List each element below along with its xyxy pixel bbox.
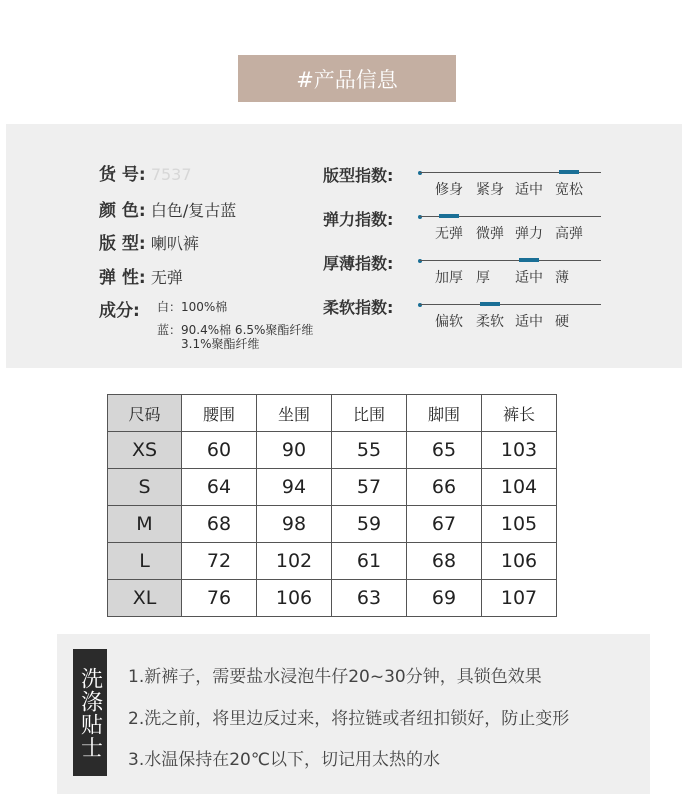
care-line-2: 2.洗之前，将里边反过来，将拉链或者纽扣锁好，防止变形 [128, 709, 570, 729]
elastic-attr [99, 263, 183, 288]
index-option: 适中 [515, 314, 543, 330]
size-label-cell: XS [108, 432, 182, 469]
color-key: 颜 色: [99, 201, 146, 221]
size-value-cell: 55 [332, 432, 407, 469]
size-header-cell: 比围 [332, 395, 407, 432]
size-label-cell: M [108, 506, 182, 543]
index-option: 弹力 [515, 226, 543, 242]
size-label-cell: S [108, 469, 182, 506]
item-number-value: 7537 [150, 165, 192, 184]
style-key: 版 型: [99, 234, 146, 254]
size-label-cell: L [108, 543, 182, 580]
index-label: 版型指数: [323, 166, 394, 185]
index-label: 柔软指数: [323, 298, 394, 317]
table-row [108, 469, 557, 506]
index-option: 柔软 [476, 314, 504, 330]
index-option: 加厚 [435, 270, 463, 286]
color-attr [99, 196, 236, 221]
size-table [107, 394, 557, 617]
elastic-key: 弹 性: [99, 268, 146, 288]
size-value-cell: 72 [182, 543, 257, 580]
size-value-cell: 59 [332, 506, 407, 543]
composition-blue-cont: 3.1%聚酯纤维 [181, 337, 260, 351]
care-line-3: 3.水温保持在20℃以下，切记用太热的水 [128, 750, 440, 770]
size-value-cell: 57 [332, 469, 407, 506]
index-selected-marker [519, 258, 539, 262]
size-header-cell: 腰围 [182, 395, 257, 432]
index-selected-marker [439, 214, 459, 218]
index-scale-line [420, 304, 601, 305]
composition-key: 成分: [99, 301, 140, 321]
size-value-cell: 68 [182, 506, 257, 543]
size-header-cell: 尺码 [108, 395, 182, 432]
table-row [108, 506, 557, 543]
index-label: 厚薄指数: [323, 254, 394, 273]
care-tag: 洗涤贴士 [73, 649, 107, 776]
size-value-cell: 90 [257, 432, 332, 469]
size-value-cell: 60 [182, 432, 257, 469]
size-table-header [108, 395, 557, 432]
size-value-cell: 67 [407, 506, 482, 543]
item-number-key: 货 号: [99, 165, 146, 185]
table-row [108, 543, 557, 580]
size-value-cell: 76 [182, 580, 257, 617]
style-value: 喇叭裤 [150, 234, 199, 253]
index-option: 高弹 [555, 226, 583, 242]
index-option: 适中 [515, 182, 543, 198]
size-value-cell: 69 [407, 580, 482, 617]
index-option: 无弹 [435, 226, 463, 242]
size-value-cell: 106 [257, 580, 332, 617]
size-value-cell: 103 [482, 432, 557, 469]
size-value-cell: 68 [407, 543, 482, 580]
section-title: #产品信息 [238, 55, 456, 102]
size-value-cell: 105 [482, 506, 557, 543]
size-value-cell: 98 [257, 506, 332, 543]
size-value-cell: 61 [332, 543, 407, 580]
index-option: 适中 [515, 270, 543, 286]
index-option: 修身 [435, 182, 463, 198]
size-value-cell: 94 [257, 469, 332, 506]
composition-white: 白：100%棉 [157, 300, 228, 314]
index-label: 弹力指数: [323, 210, 394, 229]
index-selected-marker [480, 302, 500, 306]
size-value-cell: 63 [332, 580, 407, 617]
index-option: 紧身 [476, 182, 504, 198]
index-option: 厚 [476, 270, 490, 286]
size-value-cell: 64 [182, 469, 257, 506]
index-option: 偏软 [435, 314, 463, 330]
care-line-1: 1.新裤子，需要盐水浸泡牛仔20~30分钟，具锁色效果 [128, 667, 542, 687]
size-value-cell: 106 [482, 543, 557, 580]
index-selected-marker [559, 170, 579, 174]
size-header-cell: 裤长 [482, 395, 557, 432]
style-attr [99, 229, 199, 254]
size-header-cell: 脚围 [407, 395, 482, 432]
size-value-cell: 65 [407, 432, 482, 469]
size-label-cell: XL [108, 580, 182, 617]
size-value-cell: 107 [482, 580, 557, 617]
index-option: 硬 [555, 314, 569, 330]
size-header-cell: 坐围 [257, 395, 332, 432]
table-row [108, 432, 557, 469]
table-row [108, 580, 557, 617]
elastic-value: 无弹 [150, 268, 183, 287]
size-value-cell: 104 [482, 469, 557, 506]
color-value: 白色/复古蓝 [150, 201, 237, 220]
item-number [99, 160, 192, 185]
index-option: 宽松 [555, 182, 583, 198]
index-option: 微弹 [476, 226, 504, 242]
index-scale-line [420, 260, 601, 261]
size-value-cell: 66 [407, 469, 482, 506]
size-value-cell: 102 [257, 543, 332, 580]
composition-blue: 蓝：90.4%棉 6.5%聚酯纤维 [157, 323, 314, 337]
composition-attr [99, 296, 140, 321]
index-option: 薄 [555, 270, 569, 286]
